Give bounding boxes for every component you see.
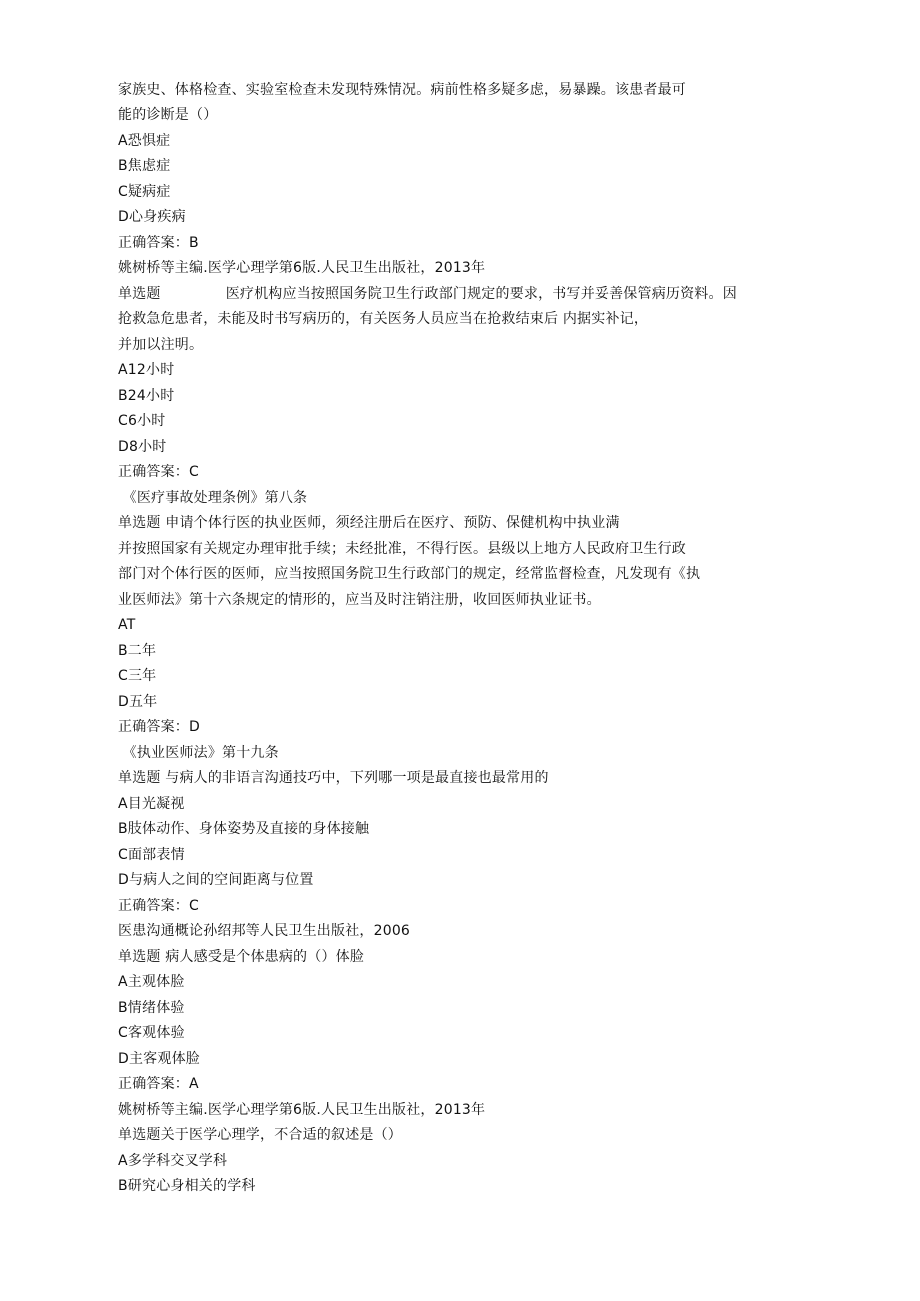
question-text: 并加以注明。 [118,337,204,353]
question-text: 单选题 医疗机构应当按照国务院卫生行政部门规定的要求，书写并妥善保管病历资料。因 [118,286,737,302]
question-text: 单选题关于医学心理学，不合适的叙述是（） [118,1127,402,1143]
option-b: B焦虑症 [118,158,171,174]
question-text: 业医师法》第十六条规定的情形的，应当及时注销注册，收回医师执业证书。 [118,592,601,608]
option-a: A目光凝视 [118,796,185,812]
option-b: B情绪体验 [118,1000,185,1016]
correct-answer: 正确答案：C [118,898,199,914]
option-d: D五年 [118,694,158,710]
question-text: 单选题 病人感受是个体患病的（）体脸 [118,949,365,965]
option-b: B24小时 [118,388,175,404]
question-text: 单选题 申请个体行医的执业医师，须经注册后在医疗、预防、保健机构中执业满 [118,515,620,531]
correct-answer: 正确答案：C [118,464,199,480]
text-line: 能的诊断是（） [118,107,218,123]
option-a: AT [118,617,136,633]
option-c: C客观体验 [118,1025,185,1041]
option-a: A恐惧症 [118,133,171,149]
option-d: D心身疾病 [118,209,186,225]
reference: 《医疗事故处理条例》第八条 [118,490,308,506]
correct-answer: 正确答案：B [118,235,199,251]
reference: 姚树桥等主编.医学心理学第6版.人民卫生出版社，2013年 [118,1102,486,1118]
option-b: B肢体动作、身体姿势及直接的身体接触 [118,821,370,837]
correct-answer: 正确答案：A [118,1076,199,1092]
option-a: A主观体脸 [118,974,185,990]
option-c: C疑病症 [118,184,171,200]
reference: 医患沟通概论孙绍邦等人民卫生出版社，2006 [118,923,411,939]
option-c: C面部表情 [118,847,185,863]
reference: 姚树桥等主编.医学心理学第6版.人民卫生出版社，2013年 [118,260,486,276]
option-b: B研究心身相关的学科 [118,1178,256,1194]
option-c: C6小时 [118,413,166,429]
option-d: D主客观体脸 [118,1051,200,1067]
question-text: 抢救急危患者，未能及时书写病历的，有关医务人员应当在抢救结束后 内据实补记， [118,311,649,327]
question-text: 单选题 与病人的非语言沟通技巧中，下列哪一项是最直接也最常用的 [118,770,549,786]
option-c: C三年 [118,668,157,684]
correct-answer: 正确答案：D [118,719,200,735]
text-line: 家族史、体格检查、实验室检查未发现特殊情况。病前性格多疑多虑，易暴躁。该患者最可 [118,82,686,98]
reference: 《执业医师法》第十九条 [118,745,279,761]
question-text: 并按照国家有关规定办理审批手续；未经批准，不得行医。县级以上地方人民政府卫生行政 [118,541,686,557]
option-d: D8小时 [118,439,167,455]
option-d: D与病人之间的空间距离与位置 [118,872,314,888]
option-a: A多学科交叉学科 [118,1153,228,1169]
option-b: B二年 [118,643,157,659]
question-text: 部门对个体行医的医师，应当按照国务院卫生行政部门的规定，经常监督检查，凡发现有《执 [118,566,701,582]
option-a: A12小时 [118,362,175,378]
